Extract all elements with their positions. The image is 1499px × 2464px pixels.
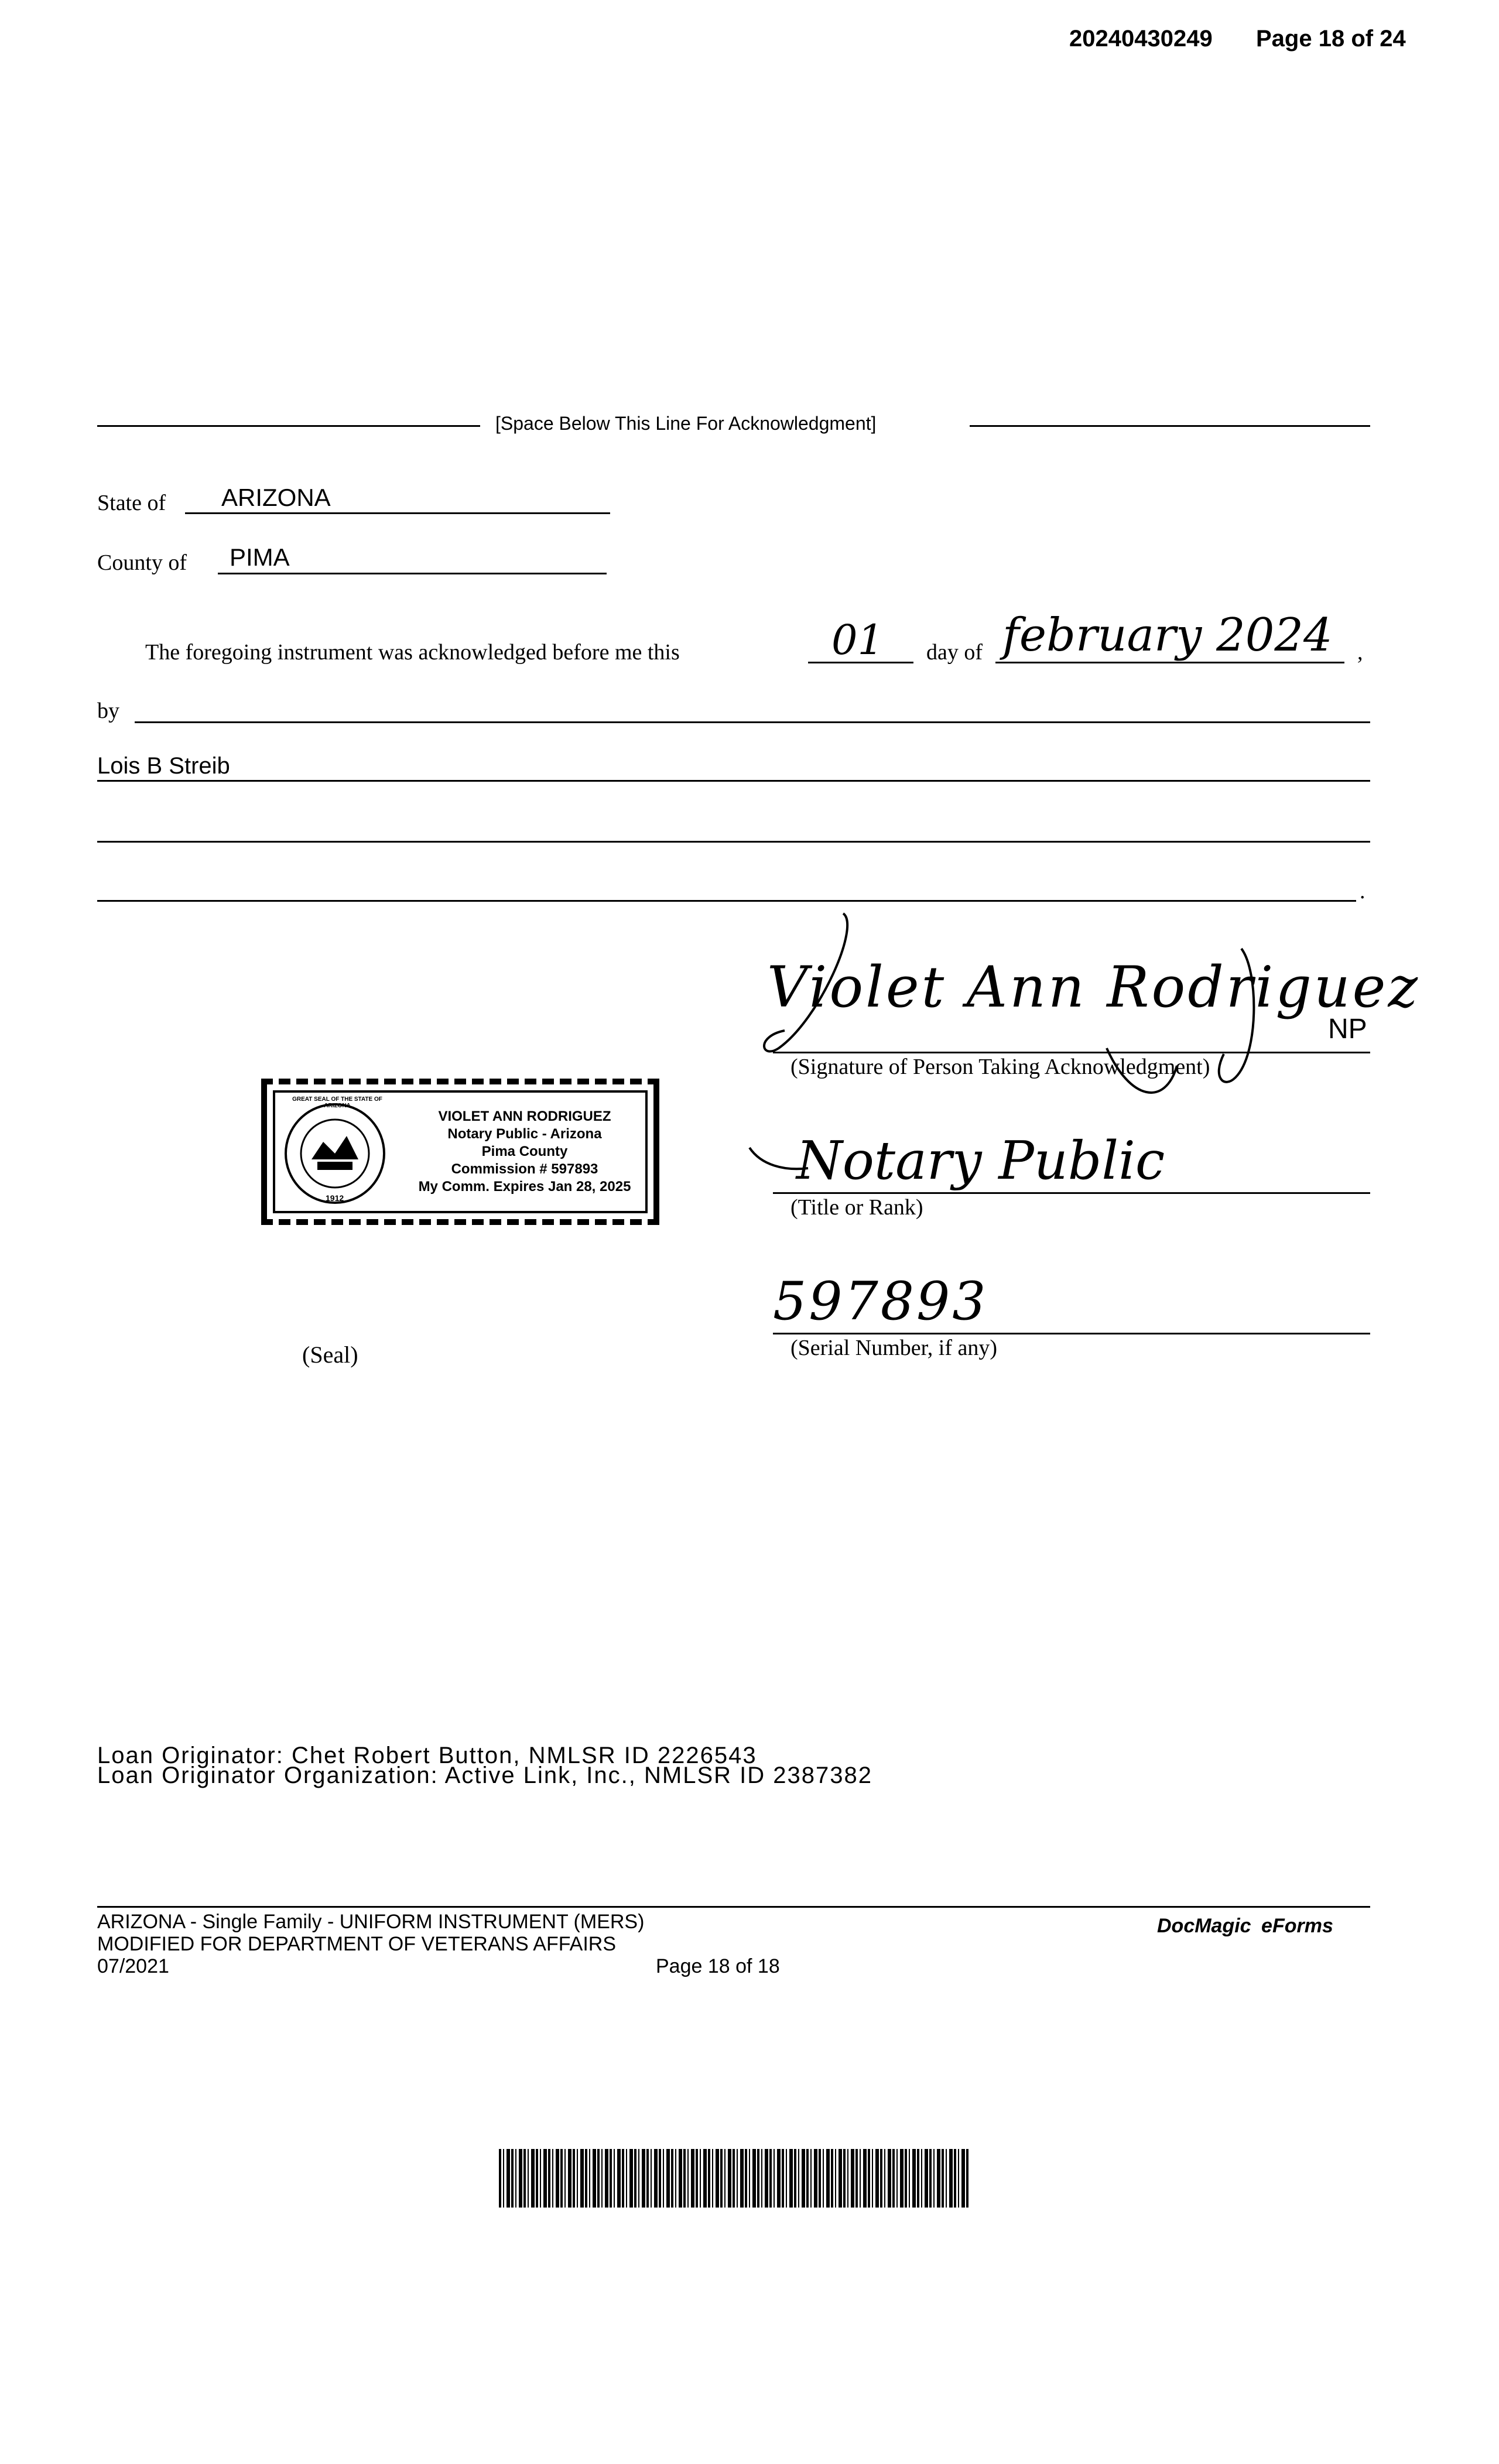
serial-caption: (Serial Number, if any) — [790, 1336, 998, 1360]
document-number: 20240430249 — [1069, 26, 1213, 52]
footer-page-of: Page 18 of 18 — [656, 1955, 780, 1977]
end-period: . — [1360, 879, 1365, 904]
signature-flourish — [744, 902, 1347, 1124]
stamp-title: Notary Public - Arizona — [447, 1126, 602, 1142]
by-label: by — [97, 699, 119, 723]
state-label: State of — [97, 491, 166, 515]
blank-line-1 — [97, 841, 1370, 843]
county-value: PIMA — [230, 543, 290, 571]
title-line — [773, 1192, 1370, 1194]
notary-suffix: NP — [1328, 1014, 1367, 1045]
seal-ring-text: GREAT SEAL OF THE STATE OF ARIZONA — [292, 1096, 382, 1109]
signature-line — [773, 1052, 1370, 1053]
loan-originator: Loan Originator: Chet Robert Button, NMLSR ID 2226543 — [97, 1743, 757, 1768]
county-label: County of — [97, 550, 187, 575]
acknowledgment-divider-label: [Space Below This Line For Acknowledgment] — [495, 413, 877, 434]
state-line — [185, 512, 610, 514]
stamp-county: Pima County — [481, 1144, 568, 1159]
signer-name: Lois B Streib — [97, 753, 230, 779]
state-value: ARIZONA — [221, 484, 331, 511]
trailing-comma: , — [1357, 640, 1363, 665]
county-line — [218, 573, 607, 574]
footer-line-1: ARIZONA - Single Family - UNIFORM INSTRUMENT (MERS) — [97, 1911, 645, 1933]
foregoing-text: The foregoing instrument was acknowledged before me this — [145, 640, 680, 665]
title-value: Notary Public — [796, 1130, 1165, 1192]
barcode — [499, 2149, 968, 2208]
docmagic-brand-name: DocMagic — [1157, 1915, 1251, 1937]
loan-originator-organization: Loan Originator Organization: Active Link, Inc., NMLSR ID 2387382 — [97, 1763, 872, 1788]
divider-right — [970, 425, 1370, 427]
seal-caption: (Seal) — [302, 1341, 358, 1368]
serial-value: 597893 — [773, 1271, 988, 1332]
serial-line — [773, 1333, 1370, 1334]
divider-left — [97, 425, 480, 427]
footer-line-2: MODIFIED FOR DEPARTMENT OF VETERANS AFFAIRS — [97, 1933, 616, 1955]
signer-line — [97, 780, 1370, 782]
seal-year: 1912 — [326, 1193, 344, 1203]
stamp-expiration: My Comm. Expires Jan 28, 2025 — [418, 1179, 631, 1195]
docmagic-brand-suffix: eForms — [1261, 1915, 1333, 1937]
footer-rule — [97, 1906, 1370, 1908]
title-flourish — [744, 1136, 826, 1183]
notary-signature: Violet Ann Rodriguez — [767, 954, 1421, 1020]
footer-line-3: 07/2021 — [97, 1955, 169, 1977]
notary-stamp — [261, 1079, 659, 1225]
title-caption: (Title or Rank) — [790, 1195, 923, 1220]
month-line — [995, 662, 1344, 663]
arizona-seal-icon — [282, 1101, 388, 1206]
stamp-name: VIOLET ANN RODRIGUEZ — [438, 1108, 611, 1124]
stamp-commission: Commission # 597893 — [451, 1161, 598, 1177]
month-year-value: february 2024 — [1002, 609, 1333, 662]
day-value: 01 — [831, 616, 884, 664]
signature-caption: (Signature of Person Taking Acknowledgment) — [790, 1055, 1210, 1079]
day-of-label: day of — [926, 640, 983, 665]
by-line — [135, 721, 1370, 723]
page-label: Page 18 of 24 — [1256, 26, 1406, 52]
docmagic-brand — [1157, 1915, 1333, 1938]
